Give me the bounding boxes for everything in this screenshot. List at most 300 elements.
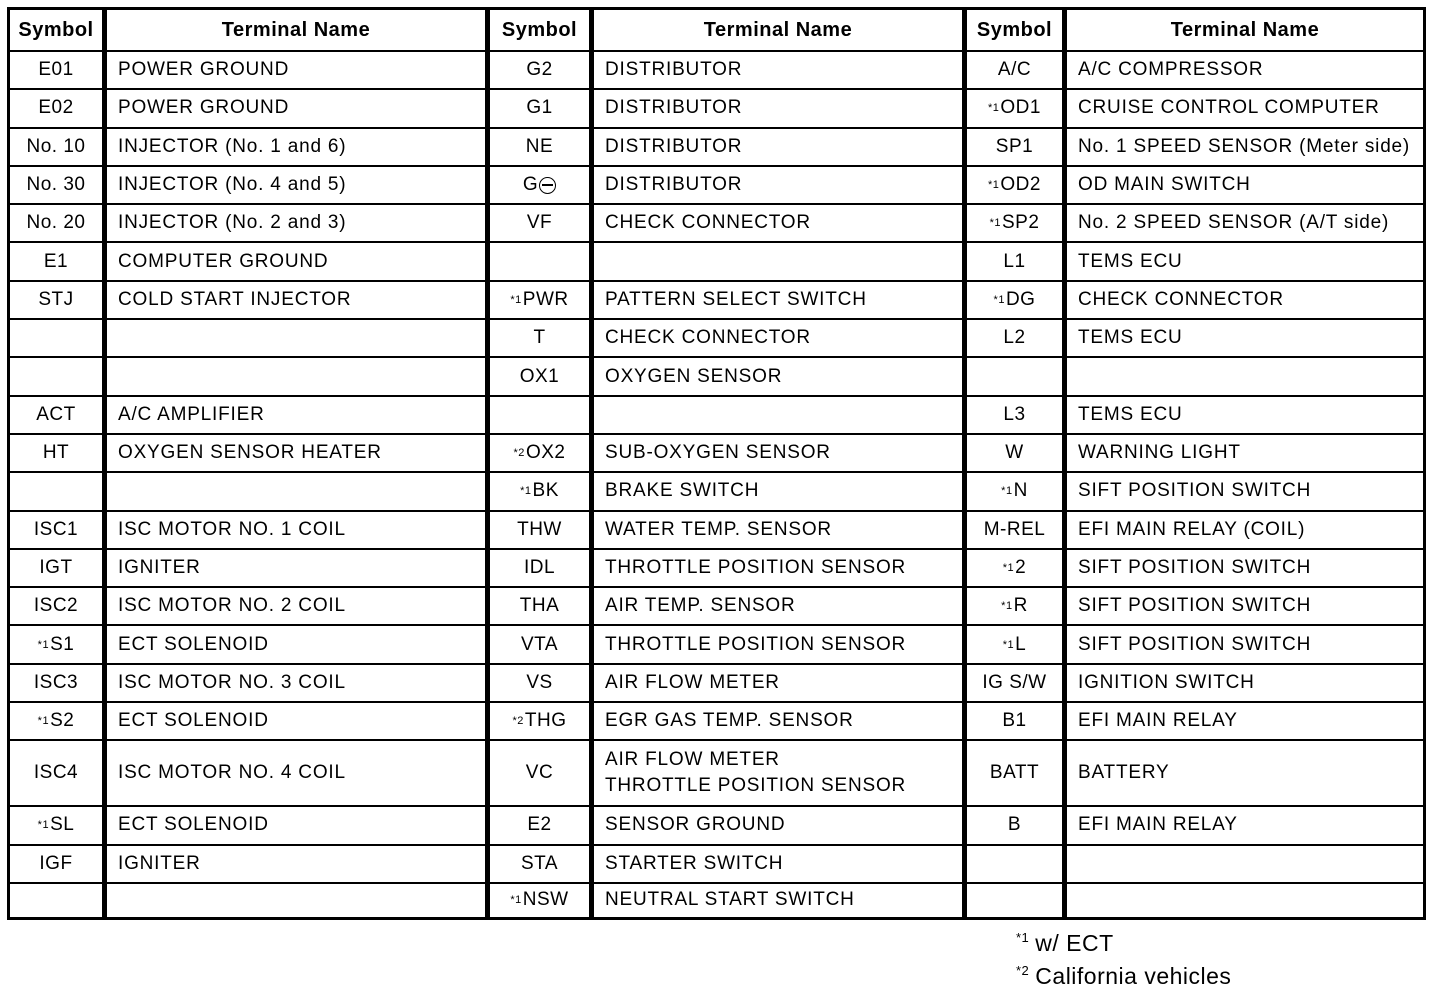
terminal-name-text: SIFT POSITION SWITCH [1078, 633, 1312, 655]
table-row [10, 846, 485, 884]
symbol-cell [490, 846, 594, 882]
terminal-name-cell [594, 741, 962, 805]
terminal-name-cell [1067, 846, 1423, 882]
terminal-name-cell [1067, 90, 1423, 126]
terminal-name-text: NEUTRAL START SWITCH [605, 889, 855, 911]
terminal-name-cell [1067, 358, 1423, 394]
table-row [967, 52, 1423, 90]
table-row [967, 473, 1423, 511]
footnote-mark: *1 [37, 715, 50, 728]
symbol-cell [967, 205, 1067, 241]
symbol-text: ACT [36, 403, 76, 425]
terminal-name-text: TEMS ECU [1078, 250, 1183, 272]
symbol-text: M-REL [983, 518, 1046, 540]
symbol-cell [490, 90, 594, 126]
symbol-cell [490, 320, 594, 356]
table-row [490, 435, 962, 473]
terminal-name-cell [107, 129, 485, 165]
symbol-text: L1 [1003, 250, 1026, 272]
symbol-cell [10, 512, 107, 548]
terminal-name-text: OXYGEN SENSOR [605, 365, 783, 387]
terminal-name-cell [1067, 397, 1423, 433]
symbol-cell [10, 473, 107, 509]
terminal-name-text: IGNITER [118, 852, 201, 874]
table-row [967, 435, 1423, 473]
table-row [967, 703, 1423, 741]
terminal-name-cell [1067, 52, 1423, 88]
symbol-text: DG [1005, 288, 1036, 310]
terminal-name-text: CHECK CONNECTOR [605, 212, 811, 234]
table-row [490, 741, 962, 807]
terminal-name-text: EFI MAIN RELAY (COIL) [1078, 518, 1306, 540]
terminal-name-text: WARNING LIGHT [1078, 442, 1241, 464]
symbol-cell [967, 90, 1067, 126]
terminal-name-text: No. 1 SPEED SENSOR (Meter side) [1078, 135, 1411, 157]
symbol-cell [490, 512, 594, 548]
footnote-mark: *2 [1016, 963, 1030, 978]
terminal-name-cell [107, 703, 485, 739]
table-row [10, 473, 485, 511]
symbol-cell [490, 626, 594, 662]
symbol-cell [967, 846, 1067, 882]
terminal-name-cell [1067, 665, 1423, 701]
symbol-text: No. 30 [26, 174, 86, 196]
symbol-cell [10, 665, 107, 701]
table-row [10, 626, 485, 664]
terminal-name-cell [1067, 282, 1423, 318]
symbol-text: S1 [50, 633, 75, 655]
table-row [10, 741, 485, 807]
terminal-name-text: CHECK CONNECTOR [605, 327, 811, 349]
table-row [490, 320, 962, 358]
terminal-name-cell [594, 167, 962, 203]
table-row [10, 550, 485, 588]
terminal-name-cell [1067, 884, 1423, 917]
terminal-name-cell [1067, 435, 1423, 471]
terminal-name-text: ISC MOTOR NO. 2 COIL [118, 595, 346, 617]
table-row [967, 741, 1423, 807]
footnote-mark: *2 [513, 447, 525, 460]
symbol-text: W [1005, 442, 1024, 464]
table-row [967, 358, 1423, 396]
symbol-text: VS [526, 671, 553, 693]
table-row [10, 512, 485, 550]
symbol-text: L [1015, 633, 1027, 655]
terminal-name-cell [107, 243, 485, 279]
symbol-text: IGT [39, 557, 73, 578]
symbol-cell [490, 435, 594, 471]
terminal-name-text: CHECK CONNECTOR [1078, 288, 1284, 310]
table-row [490, 884, 962, 917]
symbol-cell [490, 703, 594, 739]
terminal-name-text: IGNITER [118, 557, 201, 578]
terminal-name-line: THROTTLE POSITION SENSOR [605, 775, 907, 797]
symbol-cell [10, 588, 107, 624]
symbol-cell [490, 129, 594, 165]
terminal-name-cell [594, 90, 962, 126]
terminal-name-cell [594, 884, 962, 917]
terminal-name-cell [107, 282, 485, 318]
symbol-text: BK [532, 480, 559, 502]
table-row [490, 588, 962, 626]
symbol-cell [10, 90, 107, 126]
symbol-cell [10, 550, 107, 586]
symbol-text: THG [524, 710, 567, 732]
terminal-name-cell [1067, 243, 1423, 279]
table-row [490, 52, 962, 90]
symbol-cell [967, 129, 1067, 165]
table-row [967, 90, 1423, 128]
table-row [10, 243, 485, 281]
terminal-name-text: PATTERN SELECT SWITCH [605, 288, 867, 310]
symbol-cell [490, 741, 594, 805]
symbol-cell [967, 397, 1067, 433]
terminal-name-text: SENSOR GROUND [605, 814, 786, 836]
symbol-text: G1 [526, 97, 553, 119]
symbol-cell [967, 320, 1067, 356]
symbol-cell [967, 884, 1067, 917]
terminal-name-text: ECT SOLENOID [118, 710, 269, 732]
symbol-cell [10, 846, 107, 882]
symbol-text: IGF [39, 852, 73, 874]
table-row [967, 884, 1423, 917]
terminal-name-text: IGNITION SWITCH [1078, 671, 1255, 693]
terminal-name-cell [107, 473, 485, 509]
header-symbol: Symbol [10, 10, 107, 50]
terminal-name-text: ISC MOTOR NO. 4 COIL [118, 762, 346, 784]
terminal-name-text: SIFT POSITION SWITCH [1078, 557, 1312, 578]
terminal-name-cell [1067, 512, 1423, 548]
terminal-name-text: SIFT POSITION SWITCH [1078, 595, 1312, 617]
terminal-name-cell [594, 550, 962, 586]
table-row [967, 626, 1423, 664]
terminal-name-text: TEMS ECU [1078, 403, 1183, 425]
symbol-cell [967, 435, 1067, 471]
terminal-name-text: OXYGEN SENSOR HEATER [118, 442, 382, 464]
footnote-mark: *1 [1001, 485, 1013, 498]
terminal-name-text: CRUISE CONTROL COMPUTER [1078, 97, 1380, 119]
symbol-text: BATT [989, 762, 1040, 784]
symbol-cell [967, 665, 1067, 701]
symbol-cell [10, 626, 107, 662]
terminal-name-cell [107, 626, 485, 662]
symbol-cell [10, 884, 107, 917]
symbol-text: E2 [527, 814, 552, 836]
symbol-text: A/C [997, 59, 1032, 81]
symbol-text: HT [42, 442, 70, 464]
terminal-name-cell [107, 807, 485, 843]
symbol-text: IDL [523, 557, 556, 578]
symbol-text: SL [50, 814, 75, 836]
symbol-text: VF [526, 212, 553, 234]
table-row [10, 703, 485, 741]
terminal-name-text: DISTRIBUTOR [605, 97, 743, 119]
terminal-name-cell [107, 90, 485, 126]
symbol-text: ISC4 [33, 762, 79, 784]
terminal-name-cell [107, 512, 485, 548]
table-row [10, 205, 485, 243]
terminal-name-text: THROTTLE POSITION SENSOR [605, 557, 907, 578]
terminal-name-text: A/C AMPLIFIER [118, 403, 265, 425]
symbol-cell [967, 52, 1067, 88]
table-row [10, 52, 485, 90]
symbol-cell [10, 167, 107, 203]
symbol-cell [490, 588, 594, 624]
terminal-name-cell [1067, 588, 1423, 624]
symbol-text: NE [525, 135, 554, 157]
terminal-name-text: EFI MAIN RELAY [1078, 710, 1238, 732]
symbol-text: OX2 [525, 442, 566, 464]
terminal-name-cell [594, 703, 962, 739]
symbol-cell [490, 550, 594, 586]
symbol-text: THA [519, 595, 560, 617]
terminal-name-cell [1067, 205, 1423, 241]
symbol-text: L3 [1003, 403, 1026, 425]
symbol-text: 2 [1015, 557, 1027, 578]
table-row [10, 397, 485, 435]
symbol-cell [967, 512, 1067, 548]
table-row [967, 807, 1423, 845]
footnote-mark: *1 [1016, 930, 1030, 945]
symbol-cell [490, 167, 594, 203]
symbol-cell [490, 52, 594, 88]
symbol-cell [967, 807, 1067, 843]
terminal-name-cell [107, 397, 485, 433]
table-row [490, 243, 962, 281]
terminal-name-text: THROTTLE POSITION SENSOR [605, 633, 907, 655]
terminal-name-text: INJECTOR (No. 4 and 5) [118, 174, 347, 196]
terminal-name-text: ECT SOLENOID [118, 814, 269, 836]
negative-sign-icon [539, 177, 556, 194]
symbol-text: ISC2 [33, 595, 79, 617]
footnote-mark: *1 [37, 819, 50, 832]
table-row [490, 846, 962, 884]
terminal-name-text: SIFT POSITION SWITCH [1078, 480, 1312, 502]
table-row [10, 884, 485, 917]
terminal-name-lines [605, 747, 906, 799]
table-row [10, 320, 485, 358]
terminal-name-cell [1067, 807, 1423, 843]
terminal-name-text: DISTRIBUTOR [605, 135, 743, 157]
table-row [490, 626, 962, 664]
symbol-cell [10, 435, 107, 471]
terminal-name-text: INJECTOR (No. 1 and 6) [118, 135, 347, 157]
terminal-name-cell [107, 550, 485, 586]
table-block-3 [962, 10, 1423, 917]
table-row [10, 90, 485, 128]
terminal-name-text: COMPUTER GROUND [118, 250, 329, 272]
symbol-text: B1 [1002, 710, 1027, 732]
table-header-row [967, 10, 1423, 52]
terminal-name-text: POWER GROUND [118, 59, 290, 81]
symbol-text: PWR [522, 288, 569, 310]
symbol-text: NSW [522, 889, 569, 911]
terminal-name-cell [594, 52, 962, 88]
symbol-text: OD1 [1000, 97, 1041, 119]
table-row [490, 90, 962, 128]
table-row [967, 167, 1423, 205]
table-row [967, 397, 1423, 435]
terminal-name-cell [594, 243, 962, 279]
symbol-cell [10, 205, 107, 241]
symbol-text: B [1007, 814, 1022, 836]
terminal-name-text: AIR FLOW METER [605, 671, 780, 693]
terminal-name-cell [107, 52, 485, 88]
table-row [490, 550, 962, 588]
terminal-name-text: ECT SOLENOID [118, 633, 269, 655]
symbol-text: VC [525, 762, 554, 784]
table-row [490, 473, 962, 511]
terminal-name-cell [1067, 741, 1423, 805]
terminal-name-text: DISTRIBUTOR [605, 59, 743, 81]
symbol-cell [490, 358, 594, 394]
terminal-name-text: OD MAIN SWITCH [1078, 174, 1251, 196]
symbol-text: IG S/W [982, 671, 1047, 693]
symbol-cell [10, 358, 107, 394]
terminal-name-text: COLD START INJECTOR [118, 288, 352, 310]
terminal-name-cell [1067, 129, 1423, 165]
footnote-mark: *1 [988, 102, 1000, 115]
terminal-name-cell [1067, 320, 1423, 356]
table-row [967, 243, 1423, 281]
table-row [967, 512, 1423, 550]
symbol-text: STA [520, 852, 559, 874]
symbol-cell [10, 320, 107, 356]
table-block-1 [10, 10, 485, 917]
terminal-name-cell [594, 397, 962, 433]
symbol-text: THW [517, 518, 562, 540]
table-row [967, 846, 1423, 884]
terminal-name-cell [107, 205, 485, 241]
table-row [967, 129, 1423, 167]
symbol-text: L2 [1003, 327, 1026, 349]
symbol-text: T [533, 327, 546, 349]
terminal-name-cell [107, 884, 485, 917]
symbol-cell [967, 588, 1067, 624]
symbol-cell [490, 473, 594, 509]
symbol-text: G2 [526, 59, 553, 81]
table-row [490, 129, 962, 167]
symbol-text: E02 [38, 97, 74, 119]
symbol-text: G [522, 174, 539, 196]
symbol-cell [967, 243, 1067, 279]
footnote [1016, 924, 1231, 957]
symbol-cell [10, 741, 107, 805]
table-row [490, 282, 962, 320]
terminal-name-cell [1067, 550, 1423, 586]
terminal-name-cell [594, 846, 962, 882]
symbol-cell [967, 358, 1067, 394]
symbol-cell [10, 397, 107, 433]
symbol-cell [490, 205, 594, 241]
header-terminal-name: Terminal Name [1170, 18, 1320, 41]
symbol-text: SP2 [1001, 212, 1040, 234]
terminal-name-text: STARTER SWITCH [605, 852, 784, 874]
table-row [490, 167, 962, 205]
symbol-text: OD2 [1000, 174, 1041, 196]
symbol-cell [490, 665, 594, 701]
table-row [10, 282, 485, 320]
terminal-name-text: DISTRIBUTOR [605, 174, 743, 196]
header-symbol: Symbol [967, 10, 1067, 50]
footnote-mark: *2 [512, 715, 524, 728]
symbol-text: R [1013, 595, 1028, 617]
table-row [490, 512, 962, 550]
symbol-cell [10, 243, 107, 279]
terminal-name-cell [594, 435, 962, 471]
symbol-cell [10, 282, 107, 318]
symbol-cell [967, 626, 1067, 662]
terminal-name-cell [1067, 167, 1423, 203]
symbol-cell [490, 397, 594, 433]
table-row [967, 665, 1423, 703]
table-row [10, 358, 485, 396]
symbol-cell [490, 243, 594, 279]
footnotes [1016, 924, 1231, 990]
symbol-cell [967, 703, 1067, 739]
footnote-mark: *1 [989, 217, 1001, 230]
table-row [490, 358, 962, 396]
terminal-name-cell [107, 320, 485, 356]
symbol-cell [967, 282, 1067, 318]
terminal-name-cell [1067, 473, 1423, 509]
table-row [10, 167, 485, 205]
symbol-cell [490, 884, 594, 917]
table-row [967, 550, 1423, 588]
symbol-cell [490, 807, 594, 843]
table-row [10, 435, 485, 473]
footnote-text: California vehicles [1035, 963, 1232, 989]
terminal-name-text: INJECTOR (No. 2 and 3) [118, 212, 347, 234]
table-row [490, 807, 962, 845]
terminal-name-cell [107, 846, 485, 882]
symbol-text: No. 10 [26, 135, 86, 157]
symbol-cell [10, 807, 107, 843]
symbol-cell [967, 550, 1067, 586]
footnote-mark: *1 [1002, 638, 1015, 651]
header-terminal-name: Terminal Name [221, 18, 371, 41]
terminal-name-text: ISC MOTOR NO. 1 COIL [118, 518, 346, 540]
symbol-text: VTA [520, 633, 559, 655]
symbol-cell [490, 282, 594, 318]
table-row [967, 320, 1423, 358]
table-row [490, 205, 962, 243]
terminal-name-cell [107, 588, 485, 624]
table-row [490, 703, 962, 741]
terminal-name-text: POWER GROUND [118, 97, 290, 119]
terminal-name-cell [107, 665, 485, 701]
symbol-cell [967, 741, 1067, 805]
terminal-name-text: TEMS ECU [1078, 327, 1183, 349]
terminal-name-cell [594, 129, 962, 165]
terminal-name-cell [594, 282, 962, 318]
footnote-mark: *1 [1002, 562, 1015, 574]
terminal-name-cell [1067, 703, 1423, 739]
table-row [967, 588, 1423, 626]
table-row [10, 665, 485, 703]
table-header-row [490, 10, 962, 52]
table-row [10, 807, 485, 845]
terminal-name-cell [594, 665, 962, 701]
terminal-name-cell [594, 626, 962, 662]
symbol-text: E1 [43, 250, 69, 272]
symbol-cell [10, 129, 107, 165]
footnote [1016, 957, 1231, 990]
symbol-text: SP1 [995, 135, 1034, 157]
symbol-text: N [1013, 480, 1028, 502]
footnote-text: w/ ECT [1035, 930, 1114, 956]
terminal-name-cell [594, 473, 962, 509]
